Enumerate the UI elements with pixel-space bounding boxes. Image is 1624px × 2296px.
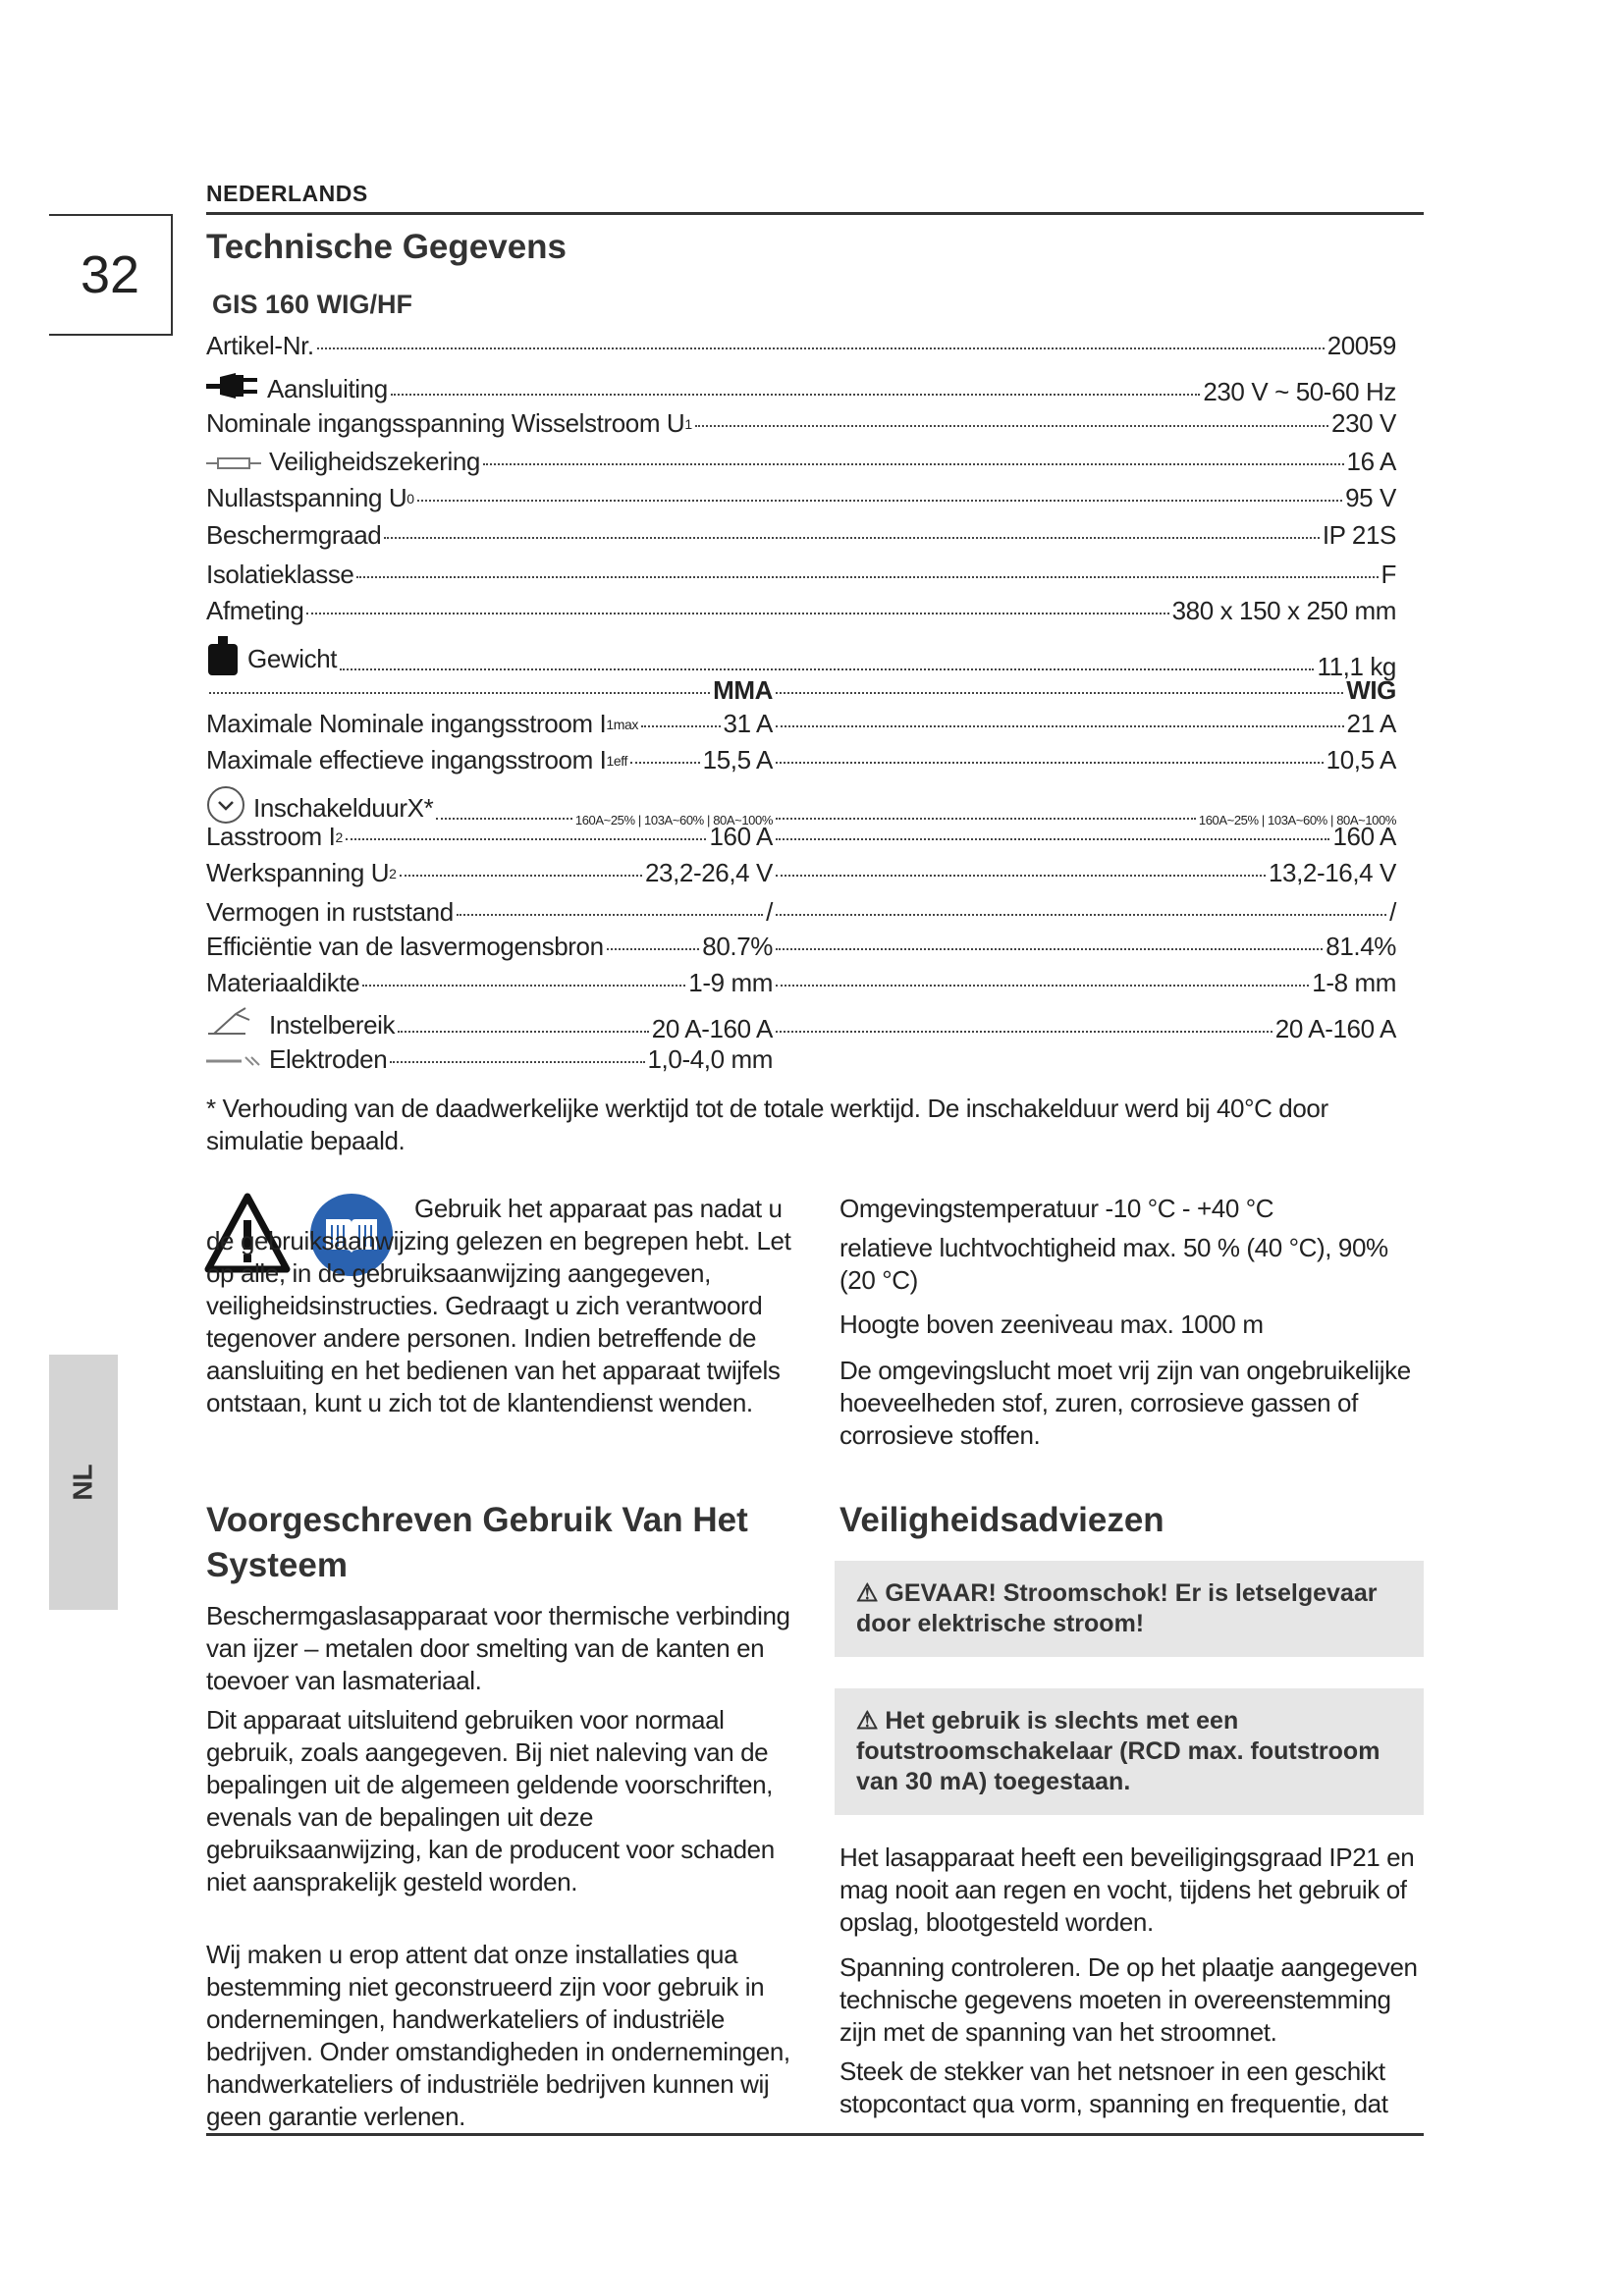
warning-text: Het gebruik is slechts met een foutstroomschakelaar (RCD max. foutstroom van 30 mA) toegestaan. — [856, 1707, 1380, 1795]
spec-row — [206, 596, 1396, 629]
spec-label: Maximale Nominale ingangsstroom I 1max — [206, 709, 638, 738]
spec-value: 11,1 kg — [1317, 652, 1396, 681]
dot-leader — [776, 985, 1309, 987]
warning-box-rcd — [835, 1688, 1424, 1815]
spec-value-mma: MMA — [713, 675, 773, 705]
spec-label: Werkspanning U 2 — [206, 858, 397, 887]
spec-label: Aansluiting — [206, 371, 388, 407]
electrode-icon — [206, 1044, 261, 1075]
dot-leader — [417, 500, 1343, 502]
warning-text: GEVAAR! Stroomschok! Er is letselgevaar door elektrische stroom! — [856, 1579, 1378, 1637]
spec-value-wig: / — [1389, 897, 1396, 927]
safety-p1: Het lasapparaat heeft een beveiligingsgraad IP21 en mag nooit aan regen en vocht, tijdens het gebruik of opslag, blootgesteld worden. — [839, 1842, 1415, 1937]
spec-row — [206, 408, 1396, 442]
spec-row — [206, 371, 1396, 404]
dot-leader — [391, 394, 1201, 396]
safety-p2: Spanning controleren. De op het plaatje aangegeven technische gegevens moeten in overeenstemming zijn met de spanning van het stroomnet. — [839, 1952, 1418, 2047]
spec-value: F — [1380, 560, 1396, 589]
env-altitude: Hoogte boven zeeniveau max. 1000 m — [839, 1309, 1264, 1339]
dot-leader — [607, 948, 700, 950]
spec-value: 20059 — [1326, 331, 1396, 360]
spec-value-mma: 23,2-26,4 V — [644, 858, 773, 887]
plug-icon — [206, 371, 259, 407]
spec-label: Afmeting — [206, 596, 304, 625]
side-tab-label: NL — [67, 1464, 98, 1501]
dot-leader — [776, 725, 1344, 727]
spec-value-mma: 80.7% — [702, 932, 773, 961]
dot-leader — [695, 425, 1328, 427]
dot-leader — [390, 1061, 644, 1063]
spec-value-wig: 10,5 A — [1326, 745, 1396, 774]
intended-use-heading: Voorgeschreven Gebruik Van Het Systeem — [206, 1501, 748, 1584]
dot-leader — [776, 948, 1323, 950]
dot-leader — [356, 576, 1378, 578]
spec-label: Artikel-Nr. — [206, 331, 314, 360]
spec-label: Maximale effectieve ingangsstroom I 1eff — [206, 745, 627, 774]
spec-value-wig: 81.4% — [1326, 932, 1396, 961]
spec-value-wig: WIG — [1346, 675, 1396, 705]
spec-row — [206, 447, 1396, 480]
spec-row — [206, 1006, 1396, 1043]
dot-leader — [776, 914, 1386, 916]
spec-row — [206, 709, 1396, 742]
spec-label: Materiaaldikte — [206, 968, 360, 997]
spec-row — [206, 520, 1396, 554]
spec-row — [206, 675, 1396, 709]
spec-value-mma: 15,5 A — [702, 745, 773, 774]
spec-value-wig: 1-8 mm — [1312, 968, 1396, 997]
intended-use-p2: Dit apparaat uitsluitend gebruiken voor normaal gebruik, zoals aangegeven. Bij niet naleving van de bepalingen uit de algemeen geldende voorschriften, evenals van de bepalingen uit deze gebruiksaanwijzing, kan de producent voor schaden niet aansprakelijk gesteld worden. — [206, 1705, 775, 1896]
spec-row — [206, 968, 1396, 1001]
spec-row — [206, 483, 1396, 516]
spec-row — [206, 636, 1396, 681]
spec-label: Instelbereik — [206, 1006, 395, 1044]
spec-value: 95 V — [1345, 483, 1396, 512]
footnote: * Verhouding van de daadwerkelijke werktijd tot de totale werktijd. De inschakelduur werd bij 40°C door simulatie bepaald. — [206, 1094, 1328, 1155]
dot-leader — [457, 914, 763, 916]
torch-icon — [206, 1006, 261, 1044]
spec-value-mma: 160A~25% | 103A~60% | 80A~100% — [574, 813, 773, 828]
spec-value: 16 A — [1346, 447, 1396, 476]
spec-value-mma: 1-9 mm — [688, 968, 773, 997]
spec-row — [206, 331, 1396, 364]
spec-value-mma: 31 A — [723, 709, 773, 738]
spec-value: 380 x 150 x 250 mm — [1171, 596, 1396, 625]
spec-label: Veiligheidszekering — [206, 447, 480, 477]
spec-value: 230 V ~ 50-60 Hz — [1203, 377, 1396, 406]
dot-leader — [317, 347, 1325, 349]
model-name: GIS 160 WIG/HF — [212, 290, 413, 319]
dot-leader — [483, 463, 1344, 465]
dot-leader — [340, 668, 1314, 670]
dot-leader — [346, 838, 707, 840]
spec-label: Beschermgraad — [206, 520, 382, 550]
warning-small-icon: ⚠ — [856, 1579, 879, 1607]
dot-leader — [776, 1031, 1272, 1033]
spec-value-wig: 160A~25% | 103A~60% | 80A~100% — [1198, 813, 1396, 828]
dot-leader — [306, 613, 1168, 614]
intro-text: Gebruik het apparaat pas nadat u de gebruiksaanwijzing gelezen en begrepen hebt. Let op alle, in de gebruiksaanwijzing aangegeven, veiligheidsinstructies. Gedraagt u zich verantwoord tegenover andere personen. Indien betreffende de aansluiting en het bedienen van het apparaat twijfels ontstaan, kunt u zich tot de klantendienst wenden. — [206, 1194, 791, 1417]
dot-leader — [776, 818, 1196, 820]
spec-row — [206, 745, 1396, 778]
spec-row — [206, 897, 1396, 931]
spec-value-wig: 160 A — [1332, 822, 1396, 851]
dot-leader — [362, 985, 685, 987]
spec-value-mma: 1,0-4,0 mm — [647, 1044, 773, 1074]
spec-value: IP 21S — [1322, 520, 1396, 550]
dot-leader — [398, 1031, 649, 1033]
safety-heading: Veiligheidsadviezen — [839, 1501, 1164, 1539]
spec-row — [206, 932, 1396, 965]
spec-value-wig: 20 A-160 A — [1274, 1014, 1396, 1043]
dot-leader — [776, 762, 1324, 764]
dot-leader — [641, 725, 721, 727]
spec-row — [206, 785, 1396, 828]
spec-label: Nominale ingangsspanning Wisselstroom U 1 — [206, 408, 692, 438]
dot-leader — [630, 762, 700, 764]
spec-label: Gewicht — [206, 636, 337, 682]
spec-label: Lasstroom I 2 — [206, 822, 343, 851]
spec-row — [206, 858, 1396, 891]
env-humidity: relatieve luchtvochtigheid max. 50 % (40 °C), 90% (20 °C) — [839, 1233, 1388, 1295]
dot-leader — [384, 537, 1319, 539]
spec-value-wig: 21 A — [1346, 709, 1396, 738]
page-number: 32 — [49, 214, 173, 336]
bottom-rule — [206, 2133, 1424, 2136]
warning-box-shock — [835, 1561, 1424, 1657]
spec-label: Isolatieklasse — [206, 560, 354, 589]
safety-p3: Steek de stekker van het netsnoer in een geschikt stopcontact qua vorm, spanning en frequentie, dat — [839, 2056, 1388, 2118]
dot-leader — [776, 875, 1266, 877]
spec-value-mma: 160 A — [709, 822, 773, 851]
spec-row — [206, 1044, 1396, 1078]
env-air: De omgevingslucht moet vrij zijn van ongebruikelijke hoeveelheden stof, zuren, corrosieve gassen of corrosieve stoffen. — [839, 1356, 1411, 1450]
fuse-icon — [206, 447, 261, 477]
spec-label: Nullastspanning U 0 — [206, 483, 414, 512]
dot-leader — [776, 838, 1329, 840]
intended-use-p3: Wij maken u erop attent dat onze installaties qua bestemming niet geconstrueerd zijn voor gebruik in ondernemingen, handwerkateliers of industriële bedrijven. Onder omstandigheden in ondernemingen, handwerkateliers of industriële bedrijven kunnen wij geen garantie verlenen. — [206, 1940, 790, 2131]
spec-value-wig: 13,2-16,4 V — [1268, 858, 1396, 887]
spec-label: Efficiëntie van de lasvermogensbron — [206, 932, 604, 961]
spec-label: InschakelduurX* — [206, 785, 433, 831]
spec-label: Vermogen in ruststand — [206, 897, 454, 927]
top-rule — [206, 212, 1424, 215]
spec-row — [206, 822, 1396, 855]
page-title: Technische Gegevens — [206, 228, 568, 266]
dot-leader — [436, 818, 572, 820]
dot-leader — [776, 692, 1343, 694]
spec-row — [206, 560, 1396, 593]
dot-leader — [400, 875, 642, 877]
spec-value-mma: 20 A-160 A — [651, 1014, 773, 1043]
spec-value-mma: / — [766, 897, 773, 927]
language-side-tab — [49, 1355, 118, 1610]
spec-value: 230 V — [1331, 408, 1396, 438]
dot-leader — [209, 692, 710, 694]
intended-use-p1: Beschermgaslasapparaat voor thermische verbinding van ijzer – metalen door smelting van de kanten en toevoer van lasmateriaal. — [206, 1601, 790, 1695]
warning-small-icon: ⚠ — [856, 1707, 879, 1735]
env-temperature: Omgevingstemperatuur -10 °C - +40 °C — [839, 1194, 1274, 1223]
spec-label: Elektroden — [206, 1044, 387, 1075]
language-label: NEDERLANDS — [206, 181, 368, 206]
